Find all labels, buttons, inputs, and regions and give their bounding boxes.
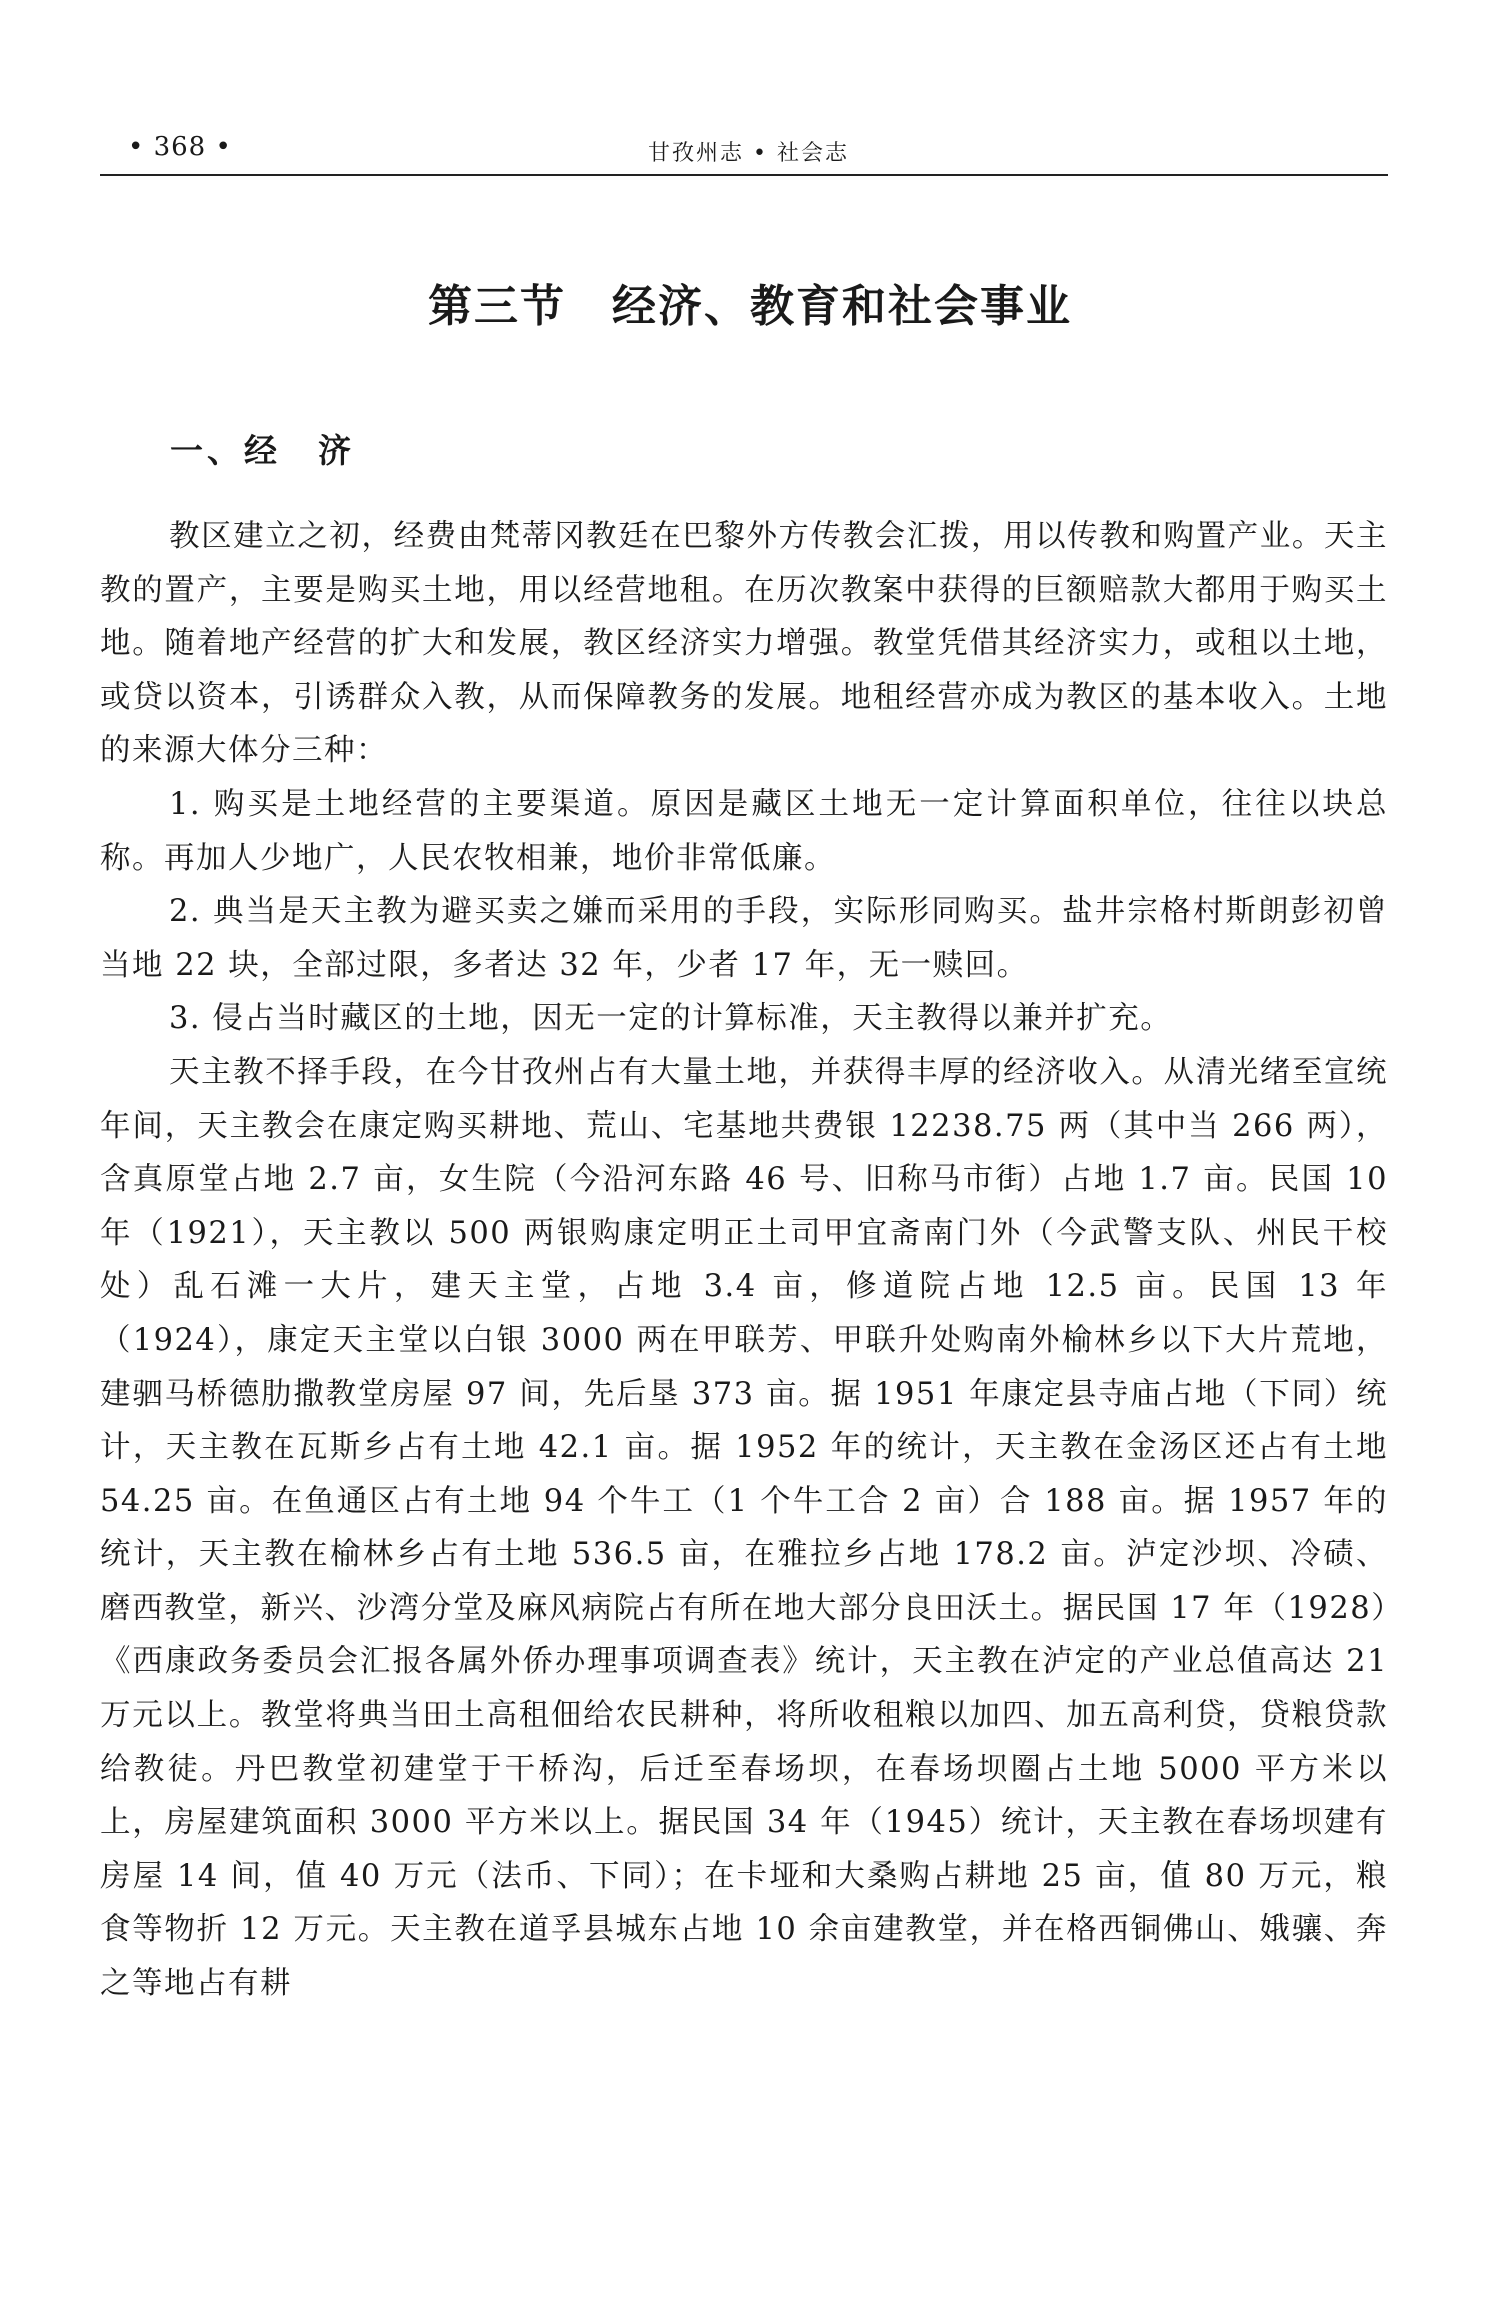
- paragraph: 教区建立之初，经费由梵蒂冈教廷在巴黎外方传教会汇拨，用以传教和购置产业。天主教的置产，主要是购买土地，用以经营地租。在历次教案中获得的巨额赔款大都用于购买土地。随着地产经营的扩大和发展，教区经济实力增强。教堂凭借其经济实力，或租以土地，或贷以资本，引诱群众入教，从而保障教务的发展。地租经营亦成为教区的基本收入。土地的来源大体分三种：: [100, 519, 1388, 769]
- paragraph: 3. 侵占当时藏区的土地，因无一定的计算标准，天主教得以兼并扩充。: [169, 1001, 1173, 1037]
- paragraph: 1. 购买是土地经营的主要渠道。原因是藏区土地无一定计算面积单位，往往以块总称。再加人少地广，人民农牧相兼，地价非常低廉。: [100, 786, 1388, 876]
- body-text: [100, 510, 1388, 2011]
- paragraph: 天主教不择手段，在今甘孜州占有大量土地，并获得丰厚的经济收入。从清光绪至宣统年间，天主教会在康定购买耕地、荒山、宅基地共费银 12238.75 两（其中当 266 两），含真原堂占地 2.7 亩，女生院（今沿河东路 46 号、旧称马市街）占地 1.7 亩。民国 10 年（1921），天主教以 500 两银购康定明正土司甲宜斋南门外（今武警支队、州民干校处）乱石滩一大片，建天主堂，占地 3.4 亩，修道院占地 12.5 亩。民国 13 年（1924），康定天主堂以白银 3000 两在甲联芳、甲联升处购南外榆林乡以下大片荒地，建驷马桥德肋撒教堂房屋 97 间，先后垦 373 亩。据 1951 年康定县寺庙占地（下同）统计，天主教在瓦斯乡占有土地 42.1 亩。据 1952 年的统计，天主教在金汤区还占有土地 54.25 亩。在鱼通区占有土地 94 个牛工（1 个牛工合 2 亩）合 188 亩。据 1957 年的统计，天主教在榆林乡占有土地 536.5 亩，在雅拉乡占地 178.2 亩。泸定沙坝、冷碛、磨西教堂，新兴、沙湾分堂及麻风病院占有所在地大部分良田沃土。据民国 17 年（1928）《西康政务委员会汇报各属外侨办理事项调查表》统计，天主教在泸定的产业总值高达 21 万元以上。教堂将典当田土高租佃给农民耕种，将所收租粮以加四、加五高利贷，贷粮贷款给教徒。丹巴教堂初建堂于干桥沟，后迁至春场坝，在春场坝圈占土地 5000 平方米以上，房屋建筑面积 3000 平方米以上。据民国 34 年（1945）统计，天主教在春场坝建有房屋 14 间，值 40 万元（法币、下同）；在卡垭和大桑购占耕地 25 亩，值 80 万元，粮食等物折 12 万元。天主教在道孚县城东占地 10 余亩建教堂，并在格西铜佛山、娥骧、奔之等地占有耕: [100, 1054, 1388, 2002]
- page-number: • 368 •: [128, 132, 232, 162]
- section-title: 第三节 经济、教育和社会事业: [428, 281, 1072, 332]
- subsection-title: 一、经 济: [170, 431, 355, 470]
- running-head: 甘孜州志 • 社会志: [648, 141, 849, 166]
- page-header: [100, 122, 1388, 176]
- paragraph: 2. 典当是天主教为避买卖之嫌而采用的手段，实际形同购买。盐井宗格村斯朗彭初曾当地 22 块，全部过限，多者达 32 年，少者 17 年，无一赎回。: [100, 894, 1388, 983]
